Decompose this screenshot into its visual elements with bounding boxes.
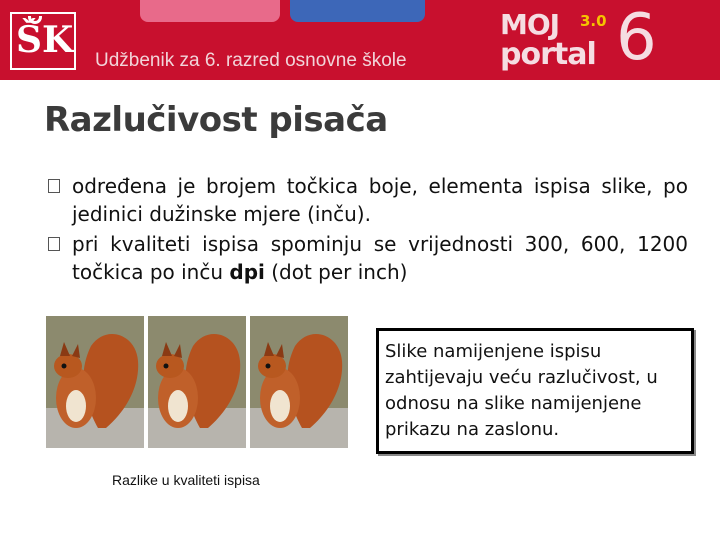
header-tab-pink	[140, 0, 280, 22]
bullet-list	[48, 172, 688, 288]
sk-logo[interactable]	[10, 12, 76, 70]
header-tab-blue	[290, 0, 425, 22]
slide-title: Razlučivost pisača	[44, 100, 388, 140]
bullet-text: pri kvaliteti ispisa spominju se vrijednosti 300, 600, 1200 točkica po inču	[72, 232, 688, 284]
squirrel-image-medium	[148, 316, 246, 448]
bullet-item	[48, 230, 688, 286]
brand-portal: portal	[500, 37, 596, 72]
bullet-item	[48, 172, 688, 228]
logo-text: ŠK	[16, 19, 74, 61]
note-box: Slike namijenjene ispisu zahtijevaju veću razlučivost, u odnosu na slike namijenjene prikazu na zaslonu.	[376, 328, 694, 454]
bullet-text-tail: (dot per inch)	[264, 260, 408, 284]
bullet-box-icon	[48, 237, 60, 251]
bullet-bold-term: dpi	[229, 260, 265, 284]
brand-moj: MOJ	[500, 8, 560, 41]
header-subtitle: Udžbenik za 6. razred osnovne škole	[95, 50, 407, 71]
image-caption: Razlike u kvaliteti ispisa	[112, 472, 260, 488]
squirrel-image-low	[250, 316, 348, 448]
brand-number: 6	[616, 1, 657, 75]
bullet-box-icon	[48, 179, 60, 193]
header-banner	[0, 0, 720, 80]
squirrel-image-high	[46, 316, 144, 448]
brand-logo[interactable]	[498, 1, 668, 75]
bullet-text: određena je brojem točkica boje, elementa ispisa slike, po jedinici dužinske mjere (inču).	[72, 174, 688, 226]
brand-version: 3.0	[580, 12, 607, 30]
